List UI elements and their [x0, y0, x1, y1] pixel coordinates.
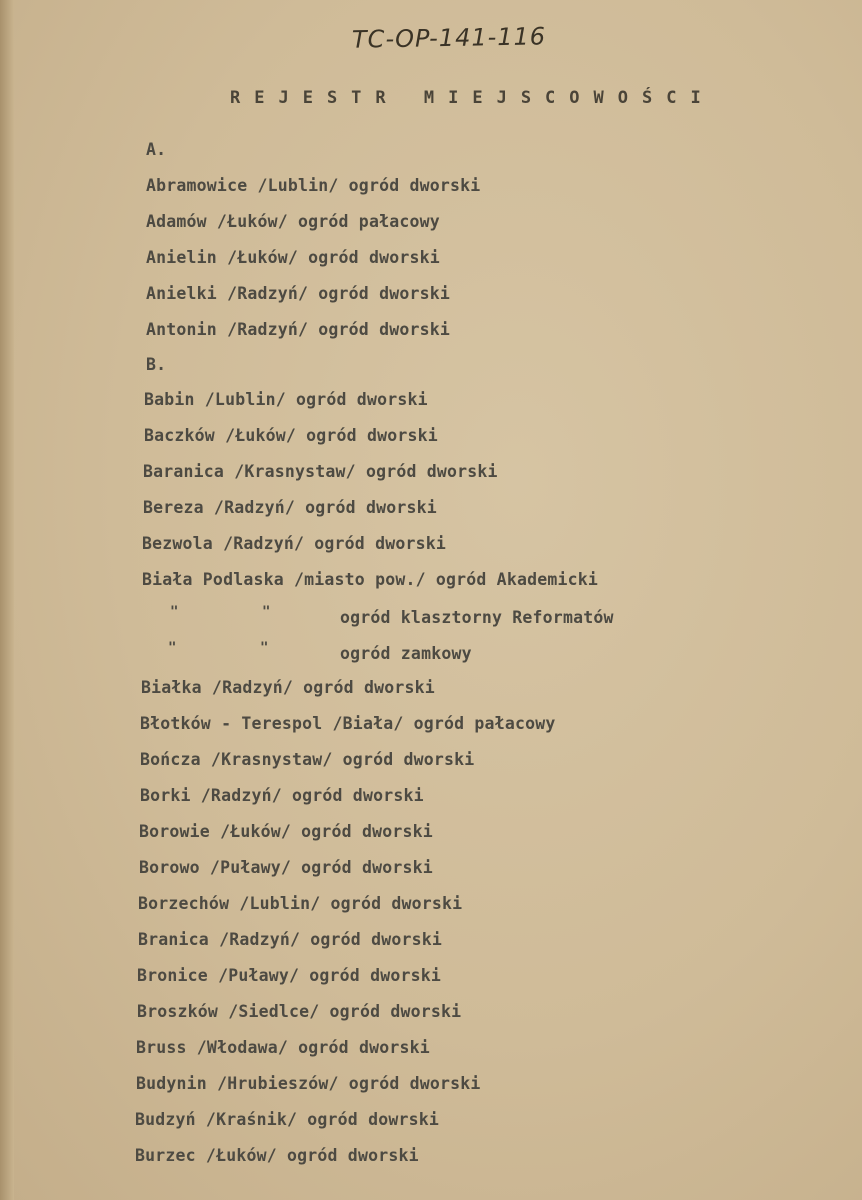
list-item: Borzechów /Lublin/ ogród dworski — [138, 894, 463, 913]
list-item: Adamów /Łuków/ ogród pałacowy — [146, 212, 440, 231]
list-item: Broszków /Siedlce/ ogród dworski — [137, 1002, 462, 1021]
section-letter-b: B. — [146, 355, 167, 374]
list-item: Antonin /Radzyń/ ogród dworski — [146, 320, 451, 339]
list-item: Budynin /Hrubieszów/ ogród dworski — [136, 1074, 481, 1093]
list-item: Borowo /Puławy/ ogród dworski — [139, 858, 433, 877]
reference-number: TC-OP-141-116 — [351, 22, 547, 54]
ditto-mark: " — [260, 640, 269, 656]
list-item: Budzyń /Kraśnik/ ogród dowrski — [135, 1110, 440, 1129]
list-item: Bończa /Krasnystaw/ ogród dworski — [140, 750, 475, 769]
list-item: Burzec /Łuków/ ogród dworski — [135, 1146, 419, 1165]
list-item: Bereza /Radzyń/ ogród dworski — [143, 498, 437, 517]
list-item: Białka /Radzyń/ ogród dworski — [141, 678, 435, 697]
list-item: Bronice /Puławy/ ogród dworski — [137, 966, 442, 985]
list-item: Anielin /Łuków/ ogród dworski — [146, 248, 440, 267]
list-item: Anielki /Radzyń/ ogród dworski — [146, 284, 451, 303]
section-letter-a: A. — [146, 140, 167, 159]
list-item: Baranica /Krasnystaw/ ogród dworski — [143, 462, 498, 481]
ditto-mark: " — [170, 604, 179, 620]
list-item: ogród zamkowy — [340, 644, 472, 663]
list-item: Babin /Lublin/ ogród dworski — [144, 390, 428, 409]
ditto-mark: " — [262, 604, 271, 620]
list-item: Bruss /Włodawa/ ogród dworski — [136, 1038, 430, 1057]
list-item: Abramowice /Lublin/ ogród dworski — [146, 176, 481, 195]
page-edge-shadow — [0, 0, 14, 1200]
document-title: REJESTR MIEJSCOWOŚCI — [230, 88, 715, 108]
list-item: Biała Podlaska /miasto pow./ ogród Akademicki — [142, 570, 599, 589]
ditto-mark: " — [168, 640, 177, 656]
list-item: Borowie /Łuków/ ogród dworski — [139, 822, 433, 841]
list-item: ogród klasztorny Reformatów — [340, 608, 614, 627]
list-item: Błotków - Terespol /Biała/ ogród pałacowy — [140, 714, 556, 733]
list-item: Bezwola /Radzyń/ ogród dworski — [142, 534, 447, 553]
list-item: Baczków /Łuków/ ogród dworski — [144, 426, 438, 445]
list-item: Borki /Radzyń/ ogród dworski — [140, 786, 424, 805]
list-item: Branica /Radzyń/ ogród dworski — [138, 930, 443, 949]
